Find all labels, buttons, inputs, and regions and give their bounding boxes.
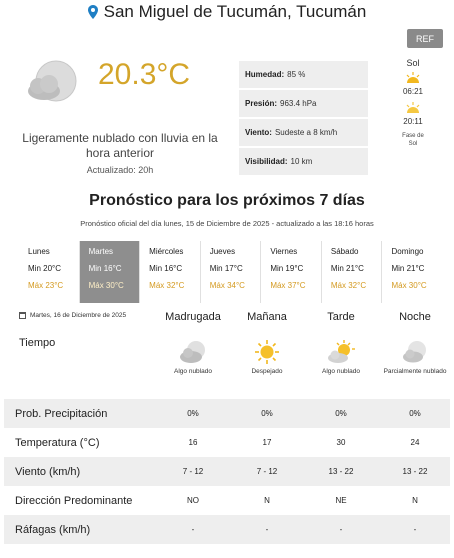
row-label: Ráfagas (km/h) <box>15 523 91 536</box>
cloudy-icon <box>178 339 208 365</box>
day-min: Min 21°C <box>391 264 425 273</box>
table-row <box>4 399 450 428</box>
sun-panel <box>388 58 438 148</box>
obs-wind <box>239 119 368 148</box>
row-value: 0% <box>335 409 347 418</box>
ref-button[interactable]: REF <box>407 29 443 48</box>
row-value: 30 <box>336 438 346 447</box>
obs-visibility <box>239 148 368 177</box>
sunrise-time: 06:21 <box>402 87 424 96</box>
day-max: Máx 30°C <box>391 281 427 290</box>
row-value: N <box>264 496 270 505</box>
row-value: NE <box>335 496 347 505</box>
detail-date <box>19 312 126 319</box>
table-row <box>4 457 450 486</box>
period-tarde: Tarde <box>327 311 355 323</box>
row-value: 17 <box>262 438 272 447</box>
row-value: 13 - 22 <box>328 467 354 476</box>
weather-desc: Algo nublado <box>174 368 212 375</box>
day-tab-viernes[interactable] <box>261 241 322 303</box>
row-label: Prob. Precipitación <box>15 407 108 420</box>
period-madrugada: Madrugada <box>165 311 221 323</box>
sunset-icon <box>405 102 421 114</box>
sun-label: Sol <box>406 58 420 68</box>
row-value: 7 - 12 <box>256 467 278 476</box>
updated-time: Actualizado: 20h <box>86 165 154 175</box>
row-value: NO <box>187 496 199 505</box>
calendar-icon <box>19 312 26 319</box>
partly-sunny-icon <box>326 339 356 365</box>
location-pin-icon <box>88 5 98 19</box>
location-title <box>88 2 367 22</box>
row-value: 0% <box>187 409 199 418</box>
detail-table <box>4 399 450 544</box>
table-row <box>4 428 450 457</box>
day-min: Min 17°C <box>209 264 243 273</box>
row-value: - <box>339 525 343 534</box>
row-value: N <box>412 496 418 505</box>
day-tab-jueves[interactable] <box>201 241 262 303</box>
cloudy-moon-icon <box>22 59 78 107</box>
day-tab-martes[interactable] <box>80 241 141 303</box>
day-max: Máx 32°C <box>149 281 185 290</box>
tiempo-label: Tiempo <box>19 337 56 349</box>
day-tabs <box>19 241 442 303</box>
forecast-title: Pronóstico para los próximos 7 días <box>89 192 365 209</box>
row-value: 13 - 22 <box>402 467 428 476</box>
row-label: Viento (km/h) <box>15 465 81 478</box>
weather-desc: Parcialmente nublado <box>383 368 447 375</box>
obs-label: Humedad: <box>245 70 285 79</box>
obs-humidity <box>239 61 368 90</box>
row-label: Dirección Predominante <box>15 494 133 507</box>
row-value: 0% <box>409 409 421 418</box>
table-row <box>4 486 450 515</box>
day-tab-sabado[interactable] <box>322 241 383 303</box>
weather-desc: Despejado <box>251 368 283 375</box>
day-max: Máx 30°C <box>88 281 124 290</box>
day-name: Jueves <box>209 247 236 256</box>
sunrise-icon <box>405 72 421 84</box>
row-label: Temperatura (°C) <box>15 436 100 449</box>
partly-cloudy-night-icon <box>400 339 430 365</box>
obs-value: 963.4 hPa <box>280 99 317 108</box>
current-condition: Ligeramente nublado con lluvia en la hora anterior <box>22 131 218 160</box>
day-name: Domingo <box>391 247 424 256</box>
day-name: Viernes <box>270 247 298 256</box>
obs-value: 10 km <box>290 157 313 166</box>
forecast-subtitle: Pronóstico oficial del día lunes, 15 de Diciembre de 2025 - actualizado a las 18:16 horas <box>80 219 374 228</box>
observations-panel <box>239 61 368 177</box>
day-min: Min 19°C <box>270 264 304 273</box>
day-max: Máx 32°C <box>330 281 367 290</box>
day-min: Min 16°C <box>149 264 183 273</box>
day-name: Sábado <box>330 247 359 256</box>
sunset-time: 20:11 <box>403 117 423 126</box>
weather-desc: Algo nublado <box>322 368 360 375</box>
day-name: Miércoles <box>149 247 184 256</box>
period-manana: Mañana <box>247 311 287 323</box>
obs-pressure <box>239 90 368 119</box>
row-value: - <box>413 525 417 534</box>
sun-icon <box>252 339 282 365</box>
table-row <box>4 515 450 544</box>
period-noche: Noche <box>399 311 431 323</box>
day-max: Máx 34°C <box>209 281 245 290</box>
day-name: Lunes <box>28 247 50 256</box>
day-min: Min 16°C <box>88 264 122 273</box>
row-value: - <box>265 525 269 534</box>
day-min: Min 20°C <box>28 264 61 273</box>
obs-value: 85 % <box>287 70 306 79</box>
current-temperature: 20.3°C <box>98 58 191 91</box>
row-value: - <box>191 525 195 534</box>
obs-value: Sudeste a 8 km/h <box>274 128 338 137</box>
sun-note-line2: Sol <box>408 141 418 147</box>
day-tab-lunes[interactable] <box>19 241 80 303</box>
obs-label: Viento: <box>245 128 272 137</box>
page-header <box>0 0 454 26</box>
day-tab-miercoles[interactable] <box>140 241 201 303</box>
row-value: 0% <box>261 409 273 418</box>
row-value: 7 - 12 <box>182 467 204 476</box>
obs-label: Visibilidad: <box>245 157 288 166</box>
sun-note-line1: Fase de <box>402 133 424 139</box>
detail-date-text: Martes, 16 de Diciembre de 2025 <box>30 312 127 319</box>
day-max: Máx 23°C <box>28 281 64 290</box>
obs-label: Presión: <box>245 99 278 108</box>
day-max: Máx 37°C <box>270 281 306 290</box>
location-name: San Miguel de Tucumán, Tucumán <box>103 2 367 21</box>
row-value: 16 <box>188 438 198 447</box>
day-name: Martes <box>88 247 114 256</box>
day-tab-domingo[interactable] <box>382 241 442 303</box>
day-min: Min 21°C <box>330 264 364 273</box>
row-value: 24 <box>410 438 420 447</box>
